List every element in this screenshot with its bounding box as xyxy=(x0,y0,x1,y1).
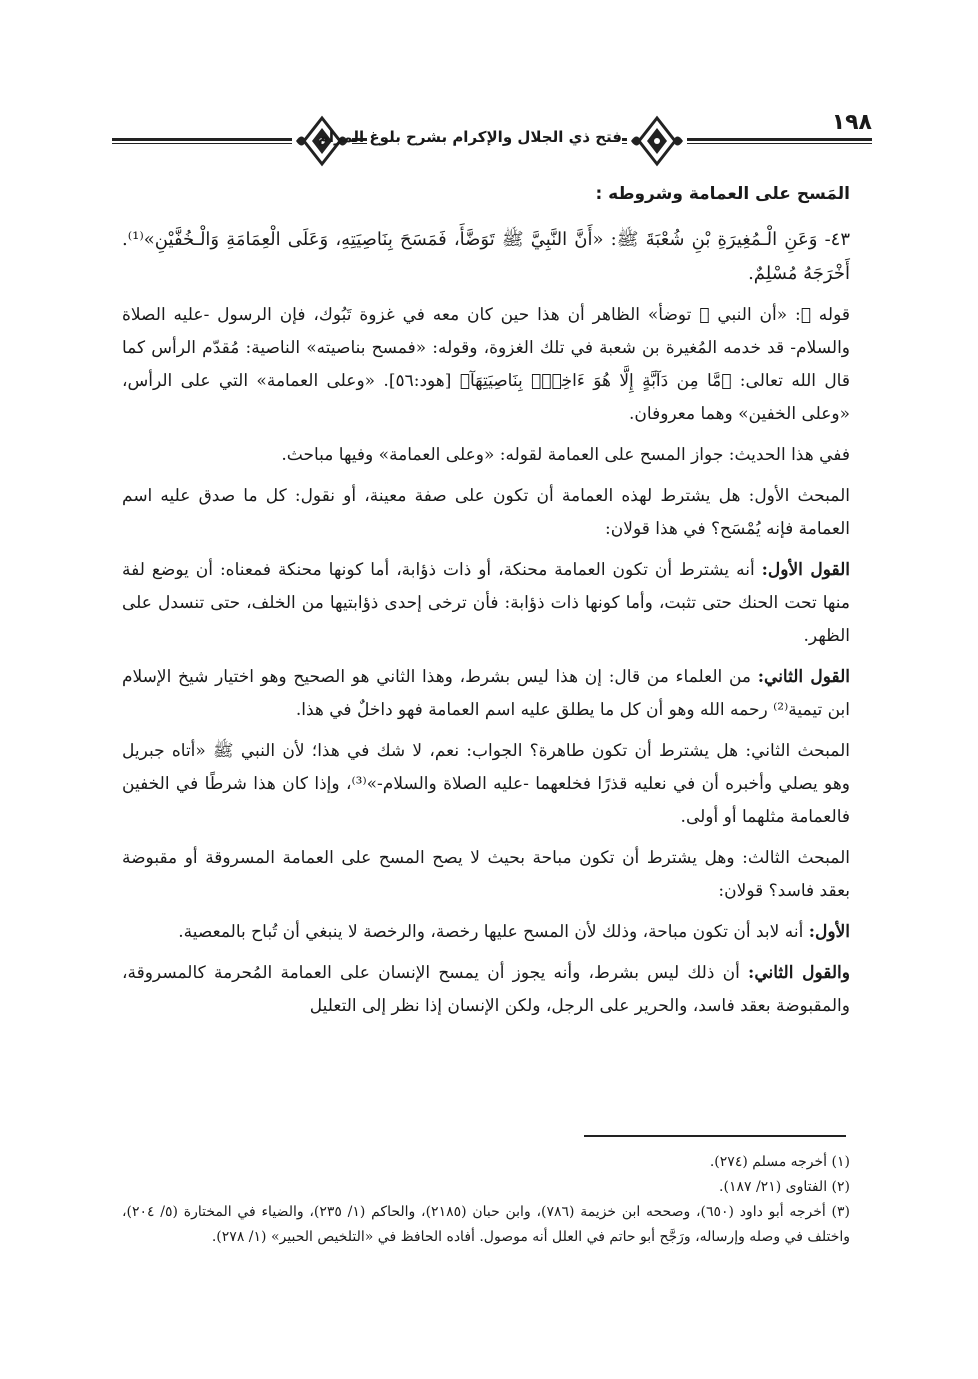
paragraph: القول الأول: أنه يشترط أن تكون العمامة محنكة، أو ذات ذؤابة، أما كونها محنكة فمعناه: أن يوضع لفة منها تحت الحنك حتى تثبت، وأما كونها ذات ذؤابة: فأن ترخى إحدى ذؤابتيها من الخلف، حتى تنسدل على الظهر. xyxy=(122,560,850,646)
paragraph: ففي هذا الحديث: جواز المسح على العمامة لقوله: «وعلى العمامة» وفيها مباحث. xyxy=(281,445,850,465)
section-title: المَسح على العمامة وشروطه : xyxy=(595,184,850,204)
paragraph: القول الثاني: من العلماء من قال: إن هذا ليس بشرط، وهذا الثاني هو الصحيح وهو اختيار شيخ الإسلام ابن تيمية⁽²⁾ رحمه الله وهو أن كل ما يطلق عليه اسم العمامة فهو داخلٌ في هذا. xyxy=(122,667,850,720)
paragraph: المبحث الثالث: وهل يشترط أن تكون مباحة بحيث لا يصح المسح على العمامة المسروقة أو مقبوضة بعقد فاسد؟ قولان: xyxy=(122,848,850,901)
footnote: (١) أخرجه مسلم (٢٧٤). xyxy=(709,1154,850,1170)
footnote-rule xyxy=(584,1135,846,1137)
main-text xyxy=(122,178,850,1031)
footnotes xyxy=(122,1150,850,1250)
paragraph: المبحث الثاني: هل يشترط أن تكون طاهرة؟ الجواب: نعم، لا شك في هذا؛ لأن النبي ﷺ «أتاه جبريل وهو يصلي وأخبره أن في نعليه قذرًا فخلعهما -عليه الصلاة والسلام-»⁽³⁾، وإذا كان هذا شرطًا في الخفين فالعمامة مثلهما أو أولى. xyxy=(122,741,850,827)
paragraph: الأول: أنه لابد أن تكون مباحة، وذلك لأن المسح عليها رخصة، والرخصة لا ينبغي أن تُباح بالمعصية. xyxy=(178,922,850,942)
page-header xyxy=(112,108,872,168)
paragraph: والقول الثاني: أن ذلك ليس بشرط، وأنه يجوز أن يمسح الإنسان على العمامة المُحرمة كالمسروقة، والمقبوضة بعقد فاسد، والحرير على الرجل، ولكن الإنسان إذا نظر إلى التعليل xyxy=(122,963,850,1016)
paragraph: المبحث الأول: هل يشترط لهذه العمامة أن تكون على صفة معينة، أو نقول: كل ما صدق عليه اسم العمامة فإنه يُمْسَح؟ في هذا قولان: xyxy=(122,486,850,539)
running-title: فتح ذي الجلال والإكرام بشرح بلوغ المرام xyxy=(317,128,622,146)
page-number: ١٩٨ xyxy=(824,110,872,135)
footnote: (٣) أخرجه أبو داود (٦٥٠)، وصححه ابن خزيمة (٧٨٦)، وابن حبان (٢١٨٥)، والحاكم (١/ ٢٣٥)، والضياء في المختارة (٥/ ٢٠٤)، واختلف في وصله وإرساله، ورَجَّح أبو حاتم في العلل أنه موصول. أفاده الحافظ في «التلخيص الحبير» (١/ ٢٧٨). xyxy=(122,1204,850,1245)
footnote: (٢) الفتاوى (٢١/ ١٨٧). xyxy=(719,1179,850,1195)
paragraph: قوله ﷺ: «أن النبي ﷺ توضأ» الظاهر أن هذا حين كان معه في غزوة تَبُوك، فإن الرسول -عليه الصلاة والسلام- قد خدمه المُغيرة بن شعبة في تلك الغزوة، وقوله: «فمسح بناصيته» الناصية: مُقدّم الرأس كما قال الله تعالى: ﴿مَّا مِن دَآبَّةٍ إِلَّا هُوَ ءَاخِذُۢ بِنَاصِيَتِهَآ﴾ [هود:٥٦]. «وعلى العمامة» التي على الرأس، «وعلى الخفين» وهما معروفان. xyxy=(122,305,850,424)
ornament-right-icon xyxy=(627,114,687,168)
hadith-text: ٤٣- وَعَنِ الْـمُغِيرَةِ بْنِ شُعْبَةَ ﷺ: «أَنَّ النَّبِيَّ ﷺ تَوَضَّأَ، فَمَسَحَ بِنَاصِيَتِهِ، وَعَلَى الْعِمَامَةِ وَالْـخُفَّيْنِ»⁽¹⁾. أَخْرَجَهُ مُسْلِمٌ. xyxy=(122,229,850,284)
